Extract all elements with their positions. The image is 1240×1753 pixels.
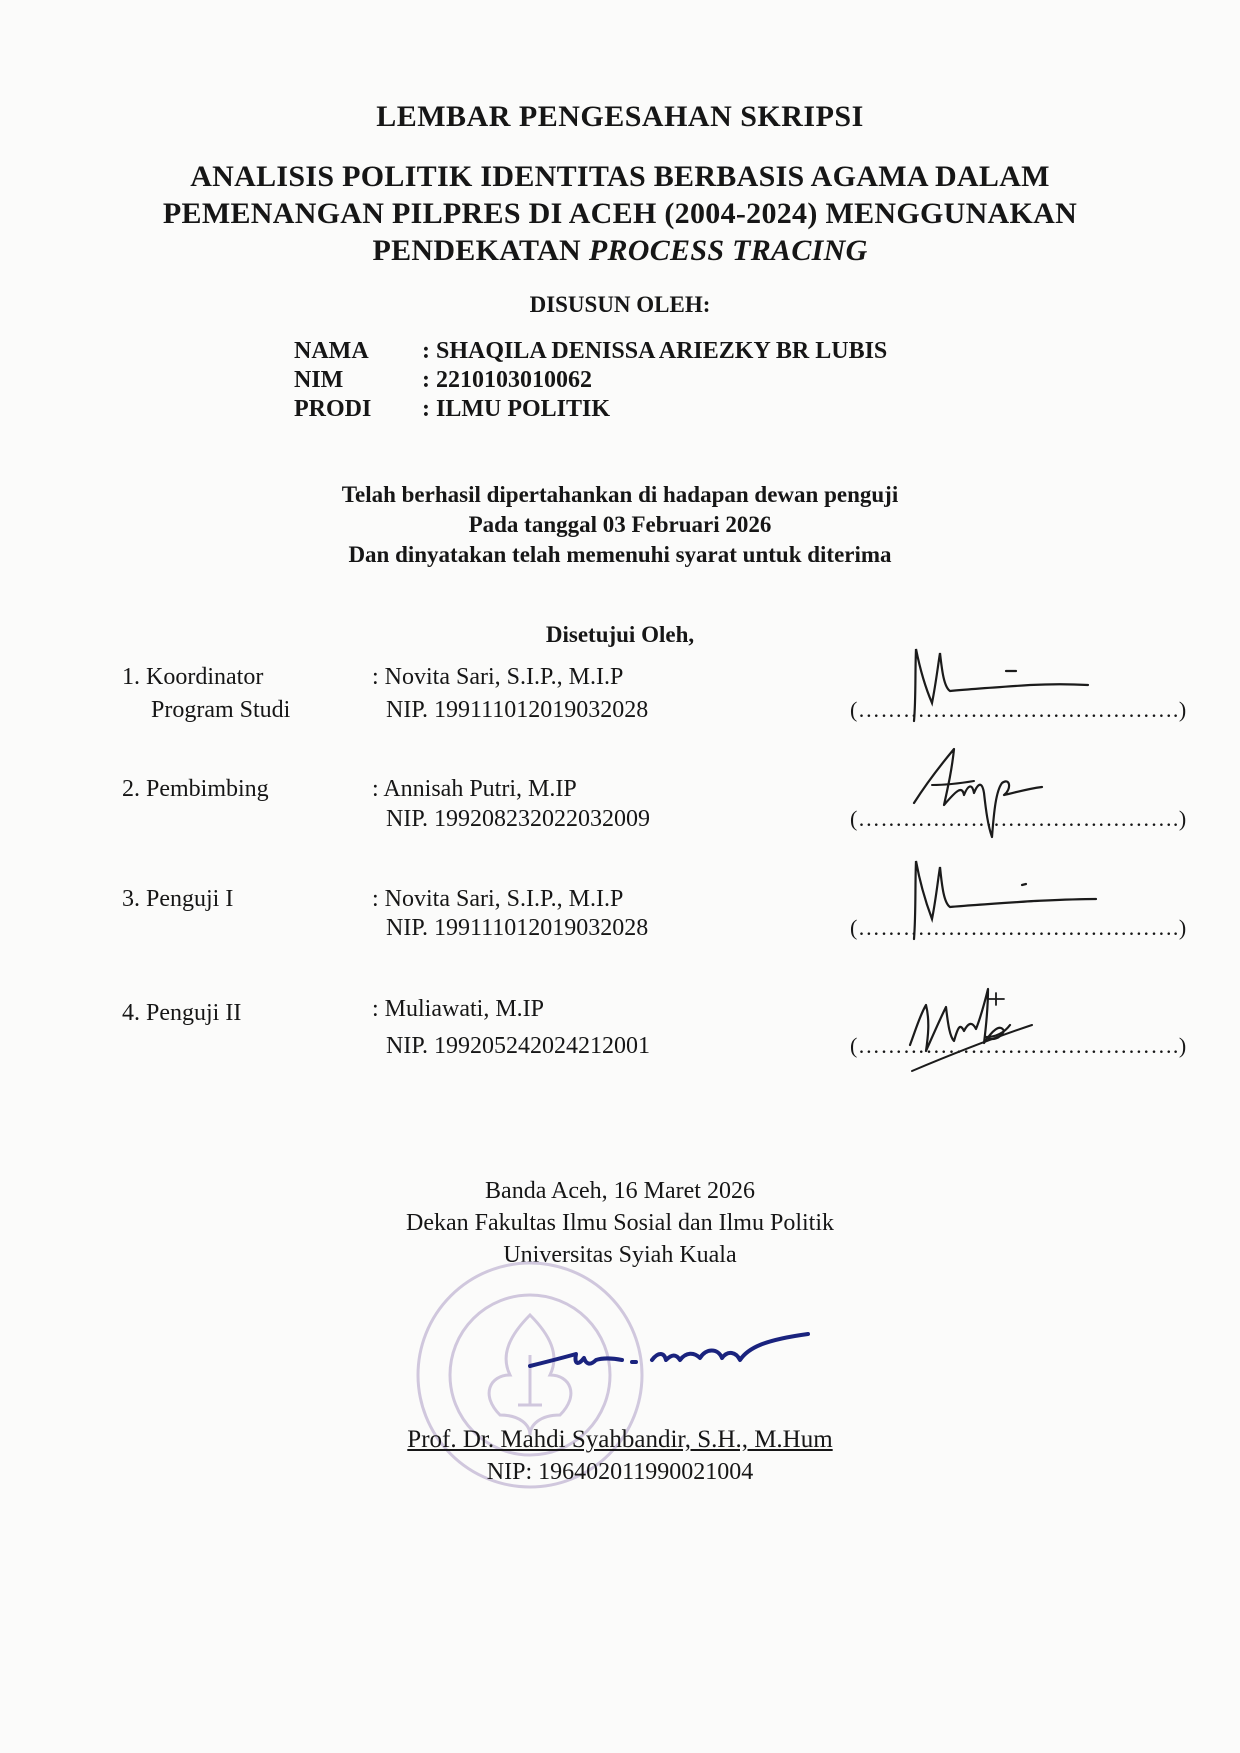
signature-placeholder: (…………………………………….) bbox=[850, 915, 1187, 940]
defense-date: Pada tanggal 03 Februari 2026 bbox=[468, 512, 772, 537]
dean-name: Prof. Dr. Mahdi Syahbandir, S.H., M.Hum bbox=[407, 1426, 833, 1453]
approver-role bbox=[122, 997, 372, 1030]
approver-role bbox=[122, 773, 372, 806]
name-label: NAMA bbox=[294, 338, 369, 364]
signature-image bbox=[908, 741, 1058, 841]
defense-statement-2: Dan dinyatakan telah memenuhi syarat untuk diterima bbox=[348, 542, 892, 567]
signature-image bbox=[900, 643, 1100, 728]
approved-by-heading: Disetujui Oleh, bbox=[545, 622, 695, 647]
signature-placeholder: (…………………………………….) bbox=[850, 1033, 1187, 1058]
place-date: Banda Aceh, 16 Maret 2026 bbox=[485, 1178, 755, 1204]
thesis-title-line-1: ANALISIS POLITIK IDENTITAS BERBASIS AGAMA DALAM bbox=[190, 160, 1050, 193]
approver-nip: NIP. 199205242024212001 bbox=[386, 1033, 651, 1059]
approver-role-line-1: 4. Penguji II bbox=[122, 1000, 242, 1026]
thesis-title-line-3 bbox=[0, 234, 1240, 268]
approver-name: : Muliawati, M.IP bbox=[372, 996, 544, 1022]
approver-name: : Annisah Putri, M.IP bbox=[372, 776, 577, 802]
thesis-title-italic: PROCESS TRACING bbox=[588, 234, 868, 267]
signature-image bbox=[900, 855, 1110, 945]
approver-role-line-2: Program Studi bbox=[151, 697, 291, 723]
approver-row bbox=[0, 773, 1240, 853]
dean-signature-image bbox=[526, 1318, 826, 1388]
nim-label: NIM bbox=[294, 367, 344, 393]
dean-title: Dekan Fakultas Ilmu Sosial dan Ilmu Politik bbox=[406, 1210, 834, 1236]
thesis-title-line-2: PEMENANGAN PILPRES DI ACEH (2004-2024) MENGGUNAKAN bbox=[162, 197, 1078, 230]
approver-nip: NIP. 199208232022032009 bbox=[386, 806, 651, 832]
university-name: Universitas Syiah Kuala bbox=[503, 1242, 737, 1268]
thesis-title-line-3-prefix: PENDEKATAN bbox=[372, 234, 589, 267]
approver-name: : Novita Sari, S.I.P., M.I.P bbox=[372, 886, 624, 912]
signature-image bbox=[900, 975, 1060, 1075]
approver-role-line-1: 3. Penguji I bbox=[122, 886, 234, 912]
approver-role-line-1: 1. Koordinator bbox=[122, 664, 264, 690]
signature-placeholder: (…………………………………….) bbox=[850, 697, 1187, 722]
approver-name: : Novita Sari, S.I.P., M.I.P bbox=[372, 664, 624, 690]
approver-nip: NIP. 199111012019032028 bbox=[386, 697, 649, 723]
approver-nip: NIP. 199111012019032028 bbox=[386, 915, 649, 941]
student-prodi: : ILMU POLITIK bbox=[422, 396, 611, 422]
student-nim: : 2210103010062 bbox=[422, 367, 592, 393]
approver-role-line-1: 2. Pembimbing bbox=[122, 776, 269, 802]
defense-statement-1: Telah berhasil dipertahankan di hadapan dewan penguji bbox=[341, 482, 899, 507]
approver-row bbox=[0, 997, 1240, 1077]
signature-placeholder: (…………………………………….) bbox=[850, 806, 1187, 831]
student-name: : SHAQILA DENISSA ARIEZKY BR LUBIS bbox=[422, 338, 888, 364]
compiled-by-heading: DISUSUN OLEH: bbox=[529, 292, 711, 317]
approver-row bbox=[0, 883, 1240, 963]
document-title: LEMBAR PENGESAHAN SKRIPSI bbox=[376, 100, 864, 133]
approver-role bbox=[122, 883, 372, 916]
approver-role bbox=[122, 661, 372, 727]
approver-row bbox=[0, 661, 1240, 741]
dean-nip: NIP: 196402011990021004 bbox=[486, 1459, 754, 1485]
prodi-label: PRODI bbox=[294, 396, 372, 422]
